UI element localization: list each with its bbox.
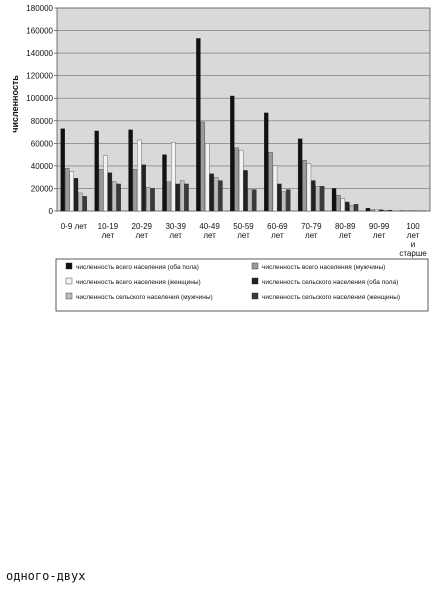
y-axis-label: численность — [10, 75, 20, 133]
x-tick-label: 10-19 лет — [97, 222, 119, 240]
legend-swatch — [252, 278, 258, 284]
bar — [350, 205, 354, 211]
x-tick-label: 0-9 лет — [60, 222, 88, 231]
x-tick-label: 60-69 лет — [267, 222, 288, 240]
x-tick-label: 20-29 лет — [131, 222, 153, 240]
bar — [354, 204, 358, 211]
bar — [264, 113, 268, 211]
bar — [311, 181, 315, 211]
x-tick-label: 90-99 лет — [368, 222, 390, 240]
bar — [282, 192, 286, 211]
bar — [336, 195, 340, 211]
bar — [180, 181, 184, 211]
bar — [210, 174, 214, 211]
bar — [307, 164, 311, 211]
bar — [99, 169, 103, 211]
bar — [277, 184, 281, 211]
bar — [239, 150, 243, 211]
legend-swatch — [66, 278, 72, 284]
bar — [332, 188, 336, 211]
bar — [214, 177, 218, 211]
bar — [218, 181, 222, 211]
y-tick-label: 20000 — [30, 184, 53, 194]
bar — [248, 190, 252, 211]
bar — [171, 142, 175, 211]
legend-swatch — [66, 293, 72, 299]
bar — [83, 196, 87, 211]
bar — [129, 130, 133, 211]
bar — [117, 184, 121, 211]
y-tick-label: 180000 — [26, 4, 53, 13]
bar — [142, 165, 146, 211]
x-tick-label: 50-59 лет — [233, 222, 254, 240]
bar — [70, 172, 74, 211]
bar — [345, 202, 349, 211]
bar — [384, 210, 388, 211]
bar — [78, 193, 82, 211]
bar — [205, 143, 209, 211]
bar — [230, 96, 234, 211]
legend-label: численность всего населения (мужчины) — [262, 264, 386, 271]
y-tick-label: 100000 — [26, 94, 53, 104]
y-tick-label: 40000 — [30, 161, 53, 171]
bar — [269, 152, 273, 211]
legend-label: численность сельского населения (женщины) — [262, 294, 401, 301]
bar — [196, 38, 200, 211]
bar — [201, 122, 205, 211]
bar — [379, 210, 383, 211]
x-tick-label: 30-39 лет — [165, 222, 186, 240]
y-tick-label: 0 — [48, 207, 53, 216]
bar — [235, 148, 239, 211]
bar — [303, 160, 307, 211]
bar — [388, 210, 392, 211]
bar — [61, 129, 65, 211]
bar — [252, 190, 256, 211]
bar — [162, 155, 166, 211]
bar — [316, 186, 320, 211]
bar — [370, 210, 374, 211]
bar — [103, 156, 107, 211]
bar — [244, 170, 248, 211]
legend-label: численность всего населения (оба пола) — [76, 264, 199, 271]
bar — [151, 188, 155, 211]
x-tick-label: 80-89 лет — [334, 222, 356, 240]
bar — [65, 168, 69, 211]
bar — [167, 182, 171, 211]
legend-swatch — [252, 293, 258, 299]
bar — [108, 173, 112, 211]
x-tick-label: 100 лет и старше — [399, 222, 427, 258]
bar — [298, 139, 302, 211]
x-tick-label: 70-79 лет — [301, 222, 322, 240]
x-tick-label: 40-49 лет — [199, 222, 220, 240]
bar — [286, 190, 290, 211]
y-tick-label: 80000 — [30, 116, 53, 126]
bar — [95, 131, 99, 211]
legend-label: численность сельского населения (мужчины) — [76, 294, 213, 301]
y-tick-label: 60000 — [30, 139, 53, 149]
bar — [273, 166, 277, 211]
y-tick-label: 140000 — [26, 49, 53, 59]
bar — [146, 187, 150, 211]
y-tick-label: 160000 — [26, 26, 53, 36]
legend-swatch — [252, 263, 258, 269]
legend-swatch — [66, 263, 72, 269]
bar — [341, 199, 345, 211]
legend-label: численность всего населения (женщины) — [76, 279, 201, 286]
legend-label: численность сельского населения (оба пола) — [262, 279, 399, 286]
y-tick-label: 120000 — [26, 71, 53, 81]
bar — [137, 140, 141, 211]
bar — [74, 178, 78, 211]
bar — [133, 169, 137, 211]
bar — [375, 209, 379, 211]
bar — [185, 184, 189, 211]
page-footer-text: одного-двух — [6, 569, 86, 583]
bar — [176, 184, 180, 211]
bar — [112, 182, 116, 211]
bar — [320, 186, 324, 211]
bar — [366, 208, 370, 211]
